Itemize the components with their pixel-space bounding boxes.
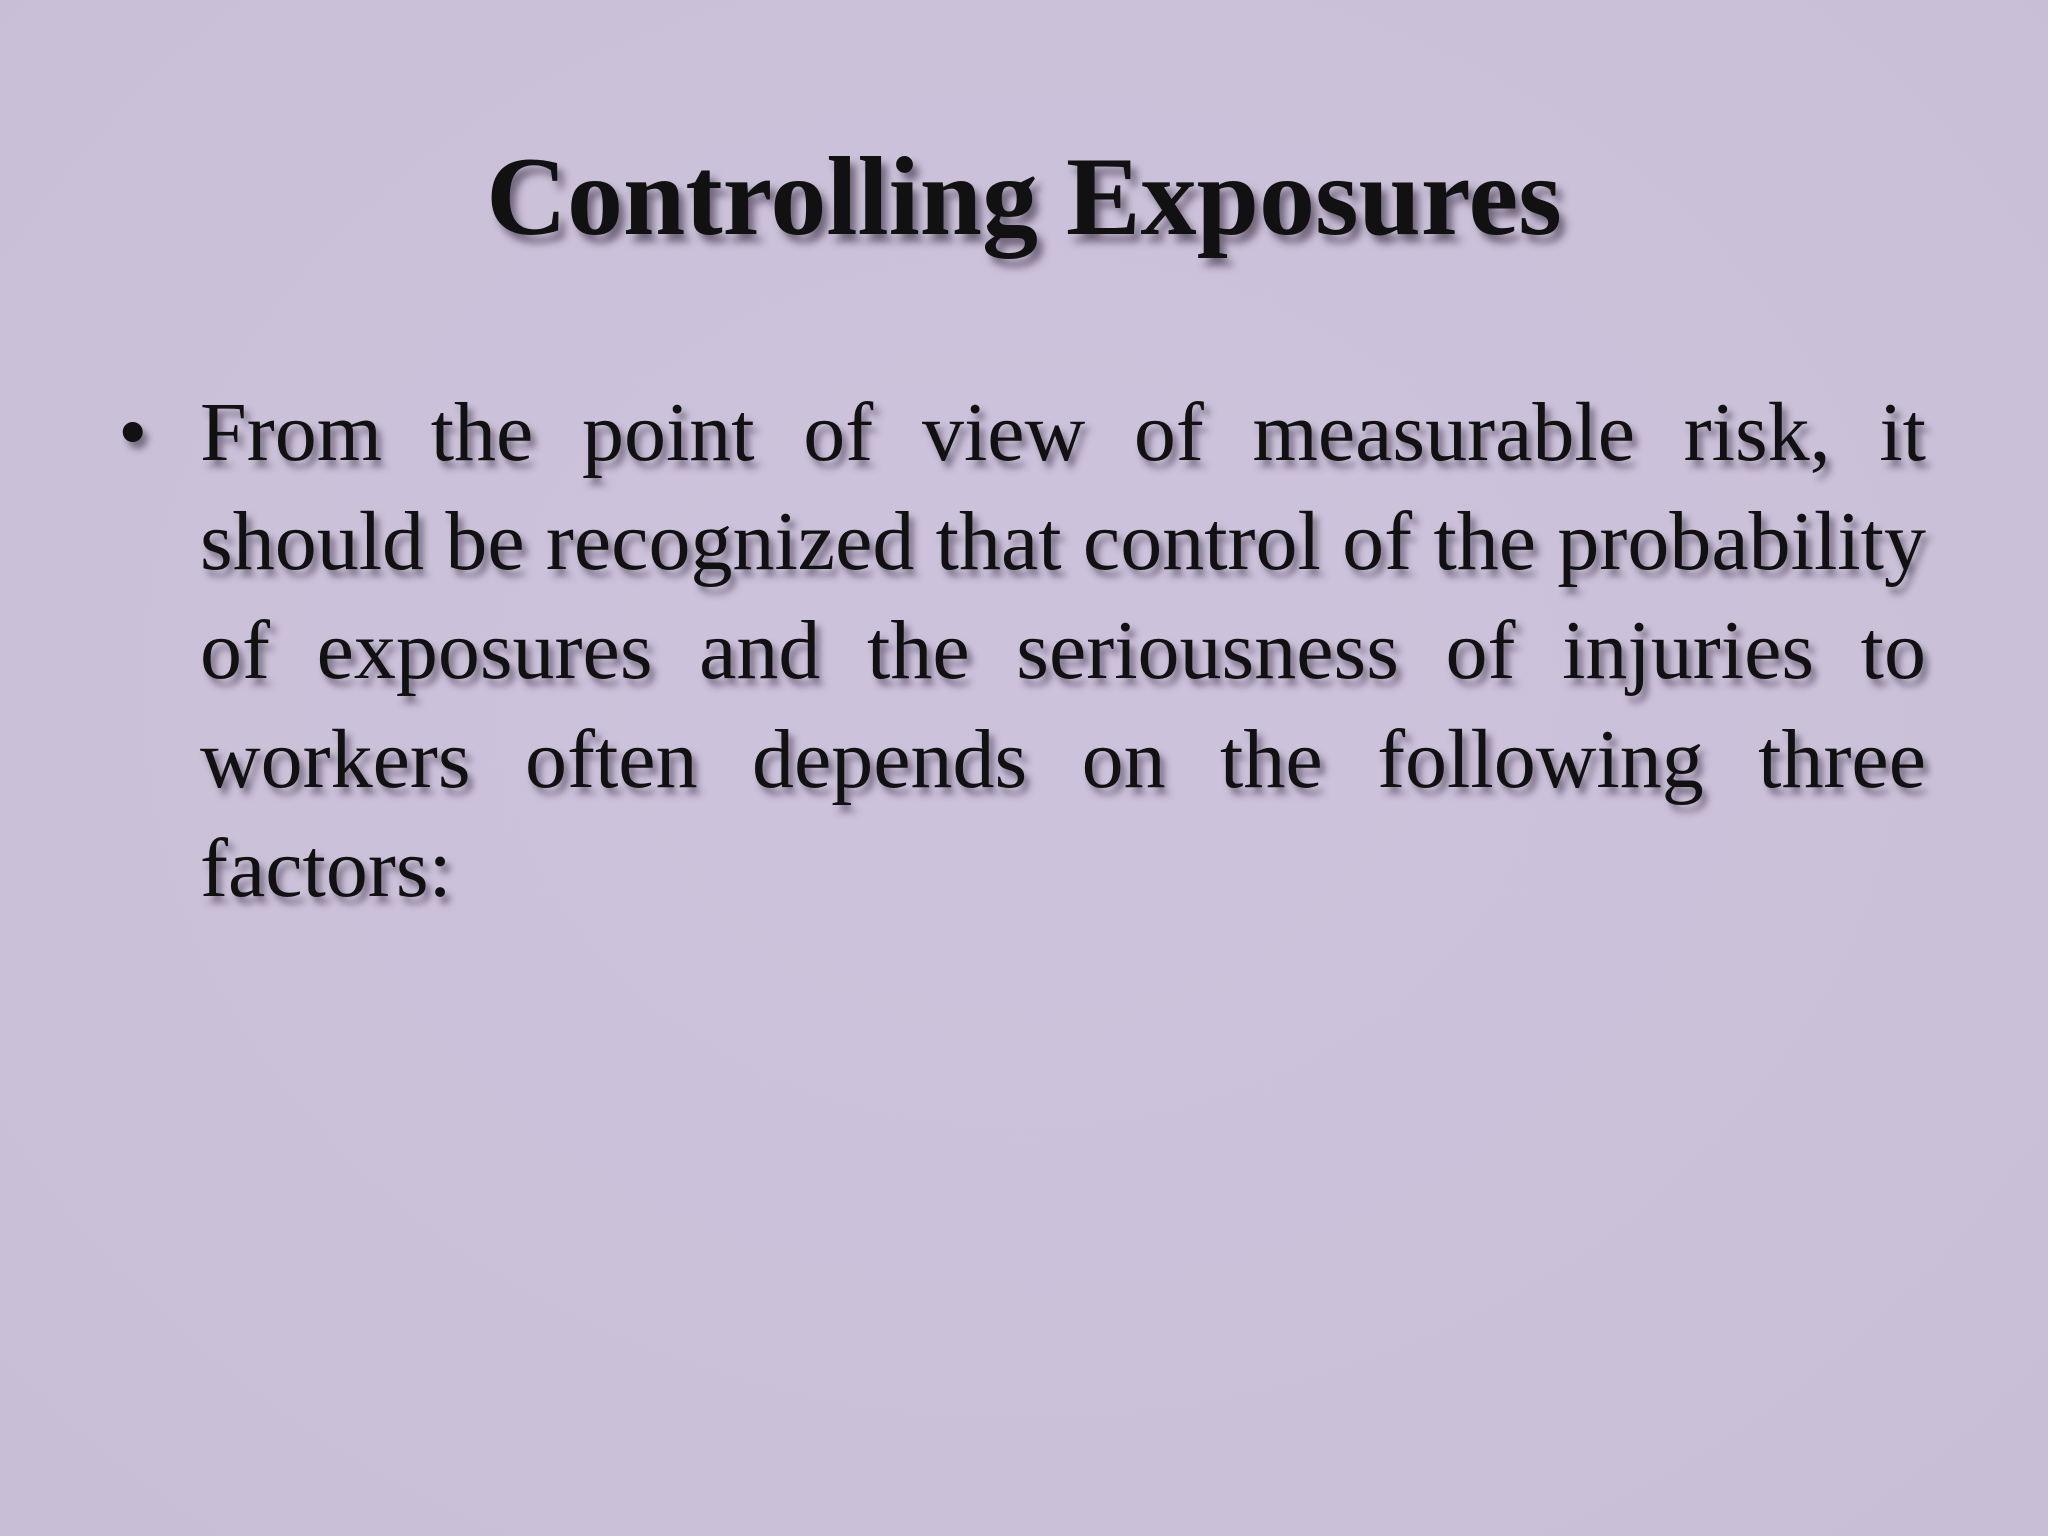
slide-title: Controlling Exposures — [486, 135, 1562, 259]
bullet-text: From the point of view of measurable risk, it should be recognized that control of the probability of exposures and the seriousness of injuries to workers often depends on the following three factors: — [200, 386, 1926, 915]
bullet-marker: • — [118, 386, 148, 479]
slide-body — [118, 378, 1926, 923]
bullet-item — [118, 378, 1926, 923]
